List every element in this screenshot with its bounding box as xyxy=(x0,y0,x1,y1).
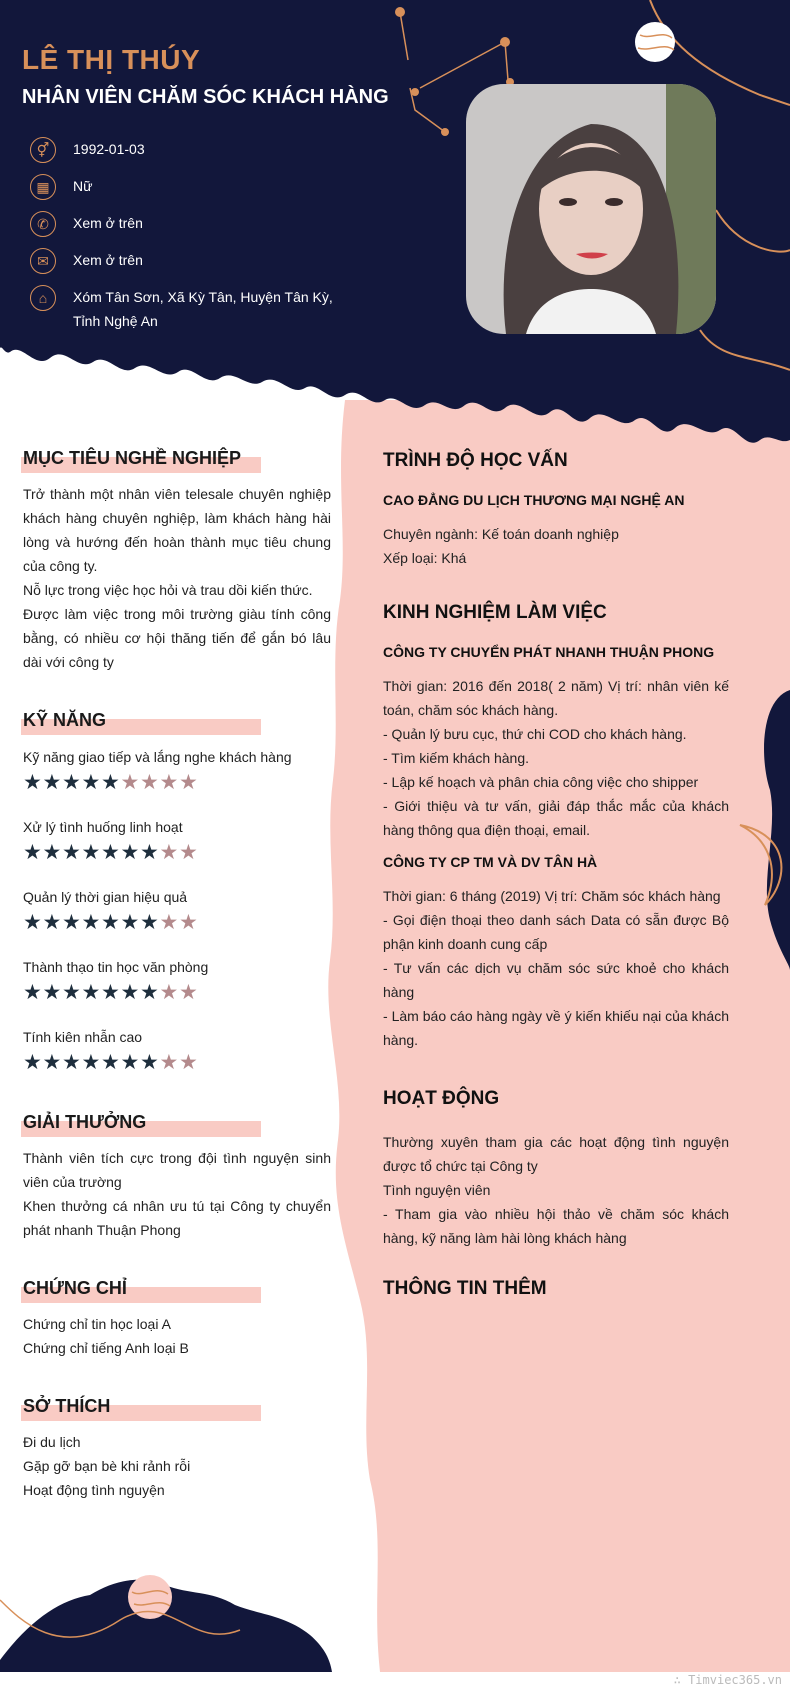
star-filled-icon: ★ xyxy=(101,981,120,1004)
award-item: Thành viên tích cực trong đội tình nguyện sinh viên của trường xyxy=(23,1150,331,1190)
certificate-item: Chứng chỉ tin học loại A xyxy=(23,1316,171,1332)
objective-section xyxy=(23,448,331,674)
job-line: Thời gian: 2016 đến 2018( 2 năm) Vị trí: nhân viên kế toán, chăm sóc khách hàng. xyxy=(383,678,729,718)
star-empty-icon: ★ xyxy=(179,981,198,1004)
job-line: - Tư vấn các dịch vụ chăm sóc sức khoẻ cho khách hàng xyxy=(383,960,729,1000)
star-empty-icon: ★ xyxy=(159,771,179,794)
star-filled-icon: ★ xyxy=(23,1051,42,1074)
experience-section xyxy=(383,602,729,1052)
star-filled-icon: ★ xyxy=(62,1051,81,1074)
skill-rating xyxy=(23,772,331,794)
home-icon: ⌂ xyxy=(30,285,56,311)
star-empty-icon: ★ xyxy=(159,1051,179,1074)
contact-gender: ▦ Nữ xyxy=(30,174,360,200)
job-line: - Làm báo cáo hàng ngày về ý kiến khiếu nại của khách hàng. xyxy=(383,1008,729,1048)
phone-icon: ✆ xyxy=(30,211,56,237)
star-filled-icon: ★ xyxy=(81,771,101,794)
contact-list xyxy=(30,137,360,344)
watermark: ∴ Timviec365.vn xyxy=(673,1673,782,1687)
contact-email: ✉ Xem ở trên xyxy=(30,248,360,274)
star-filled-icon: ★ xyxy=(23,981,42,1004)
star-filled-icon: ★ xyxy=(42,981,62,1004)
awards-section xyxy=(23,1112,331,1242)
star-filled-icon: ★ xyxy=(81,981,101,1004)
star-empty-icon: ★ xyxy=(159,911,179,934)
contact-address: ⌂ Xóm Tân Sơn, Xã Kỳ Tân, Huyện Tân Kỳ, Tỉnh Nghệ An xyxy=(30,285,360,333)
star-filled-icon: ★ xyxy=(140,911,159,934)
star-empty-icon: ★ xyxy=(179,911,198,934)
candidate-title: NHÂN VIÊN CHĂM SÓC KHÁCH HÀNG xyxy=(22,86,389,108)
job-company: CÔNG TY CP TM VÀ DV TÂN HÀ xyxy=(383,854,598,870)
star-filled-icon: ★ xyxy=(120,841,140,864)
activities-section xyxy=(383,1088,729,1250)
job-line: - Giới thiệu và tư vấn, giải đáp thắc mắc của khách hàng thông qua điện thoại, email. xyxy=(383,798,729,838)
star-filled-icon: ★ xyxy=(42,841,62,864)
skills-title: KỸ NĂNG xyxy=(23,710,107,730)
skill-rating xyxy=(23,1052,331,1074)
objective-line: Được làm việc trong môi trường giàu tính công bằng, có nhiều cơ hội thăng tiến để gắn bó lâu dài với công ty xyxy=(23,606,331,670)
star-filled-icon: ★ xyxy=(23,771,42,794)
email-icon: ✉ xyxy=(30,248,56,274)
skill-rating xyxy=(23,982,331,1004)
star-empty-icon: ★ xyxy=(159,981,179,1004)
objective-line: Nỗ lực trong việc học hỏi và trau dồi kiến thức. xyxy=(23,582,313,598)
education-line: Xếp loại: Khá xyxy=(383,550,467,566)
more-info-section xyxy=(383,1278,729,1300)
gender-icon: ⚥ xyxy=(30,137,56,163)
star-filled-icon: ★ xyxy=(140,1051,159,1074)
star-filled-icon: ★ xyxy=(101,771,120,794)
experience-title: KINH NGHIỆM LÀM VIỆC xyxy=(383,602,607,623)
job-line: - Tìm kiếm khách hàng. xyxy=(383,750,530,766)
star-filled-icon: ★ xyxy=(62,981,81,1004)
star-filled-icon: ★ xyxy=(81,841,101,864)
star-filled-icon: ★ xyxy=(62,841,81,864)
star-filled-icon: ★ xyxy=(81,1051,101,1074)
star-filled-icon: ★ xyxy=(42,911,62,934)
star-filled-icon: ★ xyxy=(120,911,140,934)
hobby-item: Hoạt động tình nguyện xyxy=(23,1482,165,1498)
hobbies-section xyxy=(23,1396,331,1502)
profile-photo xyxy=(466,84,716,334)
candidate-name: LÊ THỊ THÚY xyxy=(22,44,201,75)
star-filled-icon: ★ xyxy=(23,911,42,934)
contact-phone: ✆ Xem ở trên xyxy=(30,211,360,237)
skill-name: Quản lý thời gian hiệu quả xyxy=(23,889,188,905)
certificate-item: Chứng chỉ tiếng Anh loại B xyxy=(23,1340,189,1356)
job-line: Thời gian: 6 tháng (2019) Vị trí: Chăm sóc khách hàng xyxy=(383,888,721,904)
activities-title: HOẠT ĐỘNG xyxy=(383,1088,500,1109)
star-filled-icon: ★ xyxy=(140,981,159,1004)
objective-line: Trở thành một nhân viên telesale chuyên nghiệp khách hàng chuyên nghiệp, làm khách hàng hài lòng và hướng đến hoàn thành mục tiêu chung của công ty. xyxy=(23,486,331,574)
education-line: Chuyên ngành: Kế toán doanh nghiệp xyxy=(383,526,619,542)
awards-title: GIẢI THƯỞNG xyxy=(23,1112,147,1132)
star-empty-icon: ★ xyxy=(140,771,159,794)
skill-rating xyxy=(23,842,331,864)
star-empty-icon: ★ xyxy=(179,771,198,794)
skill-name: Kỹ năng giao tiếp và lắng nghe khách hàng xyxy=(23,749,292,765)
activity-line: Tình nguyện viên xyxy=(383,1182,491,1198)
star-filled-icon: ★ xyxy=(140,841,159,864)
activity-line: - Tham gia vào nhiều hội thảo về chăm sóc khách hàng, kỹ năng làm hài lòng khách hàng xyxy=(383,1206,729,1246)
certificates-section xyxy=(23,1278,331,1360)
calendar-icon: ▦ xyxy=(30,174,56,200)
star-filled-icon: ★ xyxy=(120,1051,140,1074)
job-line: - Lập kế hoạch và phân chia công việc cho shipper xyxy=(383,774,699,790)
skill-rating xyxy=(23,912,331,934)
job-line: - Quản lý bưu cục, thứ chi COD cho khách hàng. xyxy=(383,726,687,742)
star-filled-icon: ★ xyxy=(120,981,140,1004)
activity-line: Thường xuyên tham gia các hoạt động tình nguyện được tổ chức tại Công ty xyxy=(383,1134,729,1174)
award-item: Khen thưởng cá nhân ưu tú tại Công ty chuyển phát nhanh Thuận Phong xyxy=(23,1198,331,1238)
more-info-title: THÔNG TIN THÊM xyxy=(383,1278,547,1299)
skills-section xyxy=(23,710,331,1096)
objective-title: MỤC TIÊU NGHỀ NGHIỆP xyxy=(23,448,242,468)
star-filled-icon: ★ xyxy=(101,911,120,934)
job-line: - Gọi điện thoại theo danh sách Data có sẵn được Bộ phận kinh doanh cung cấp xyxy=(383,912,729,952)
star-filled-icon: ★ xyxy=(42,771,62,794)
skill-name: Xử lý tình huống linh hoạt xyxy=(23,819,183,835)
star-filled-icon: ★ xyxy=(23,841,42,864)
education-school: CAO ĐẲNG DU LỊCH THƯƠNG MẠI NGHỆ AN xyxy=(383,492,685,508)
star-filled-icon: ★ xyxy=(62,911,81,934)
contact-birthdate: ⚥ 1992-01-03 xyxy=(30,137,360,163)
star-empty-icon: ★ xyxy=(120,771,140,794)
certificates-title: CHỨNG CHỈ xyxy=(23,1278,127,1298)
job-company: CÔNG TY CHUYỂN PHÁT NHANH THUẬN PHONG xyxy=(383,644,715,660)
education-title: TRÌNH ĐỘ HỌC VẤN xyxy=(383,450,568,471)
star-filled-icon: ★ xyxy=(62,771,81,794)
star-filled-icon: ★ xyxy=(101,1051,120,1074)
star-empty-icon: ★ xyxy=(179,1051,198,1074)
hobbies-title: SỞ THÍCH xyxy=(23,1396,111,1416)
star-empty-icon: ★ xyxy=(159,841,179,864)
hobby-item: Gặp gỡ bạn bè khi rảnh rỗi xyxy=(23,1458,191,1474)
star-filled-icon: ★ xyxy=(42,1051,62,1074)
skill-name: Tính kiên nhẫn cao xyxy=(23,1029,143,1045)
skill-name: Thành thạo tin học văn phòng xyxy=(23,959,209,975)
star-filled-icon: ★ xyxy=(81,911,101,934)
star-filled-icon: ★ xyxy=(101,841,120,864)
education-section xyxy=(383,450,729,570)
hobby-item: Đi du lịch xyxy=(23,1434,81,1450)
star-empty-icon: ★ xyxy=(179,841,198,864)
